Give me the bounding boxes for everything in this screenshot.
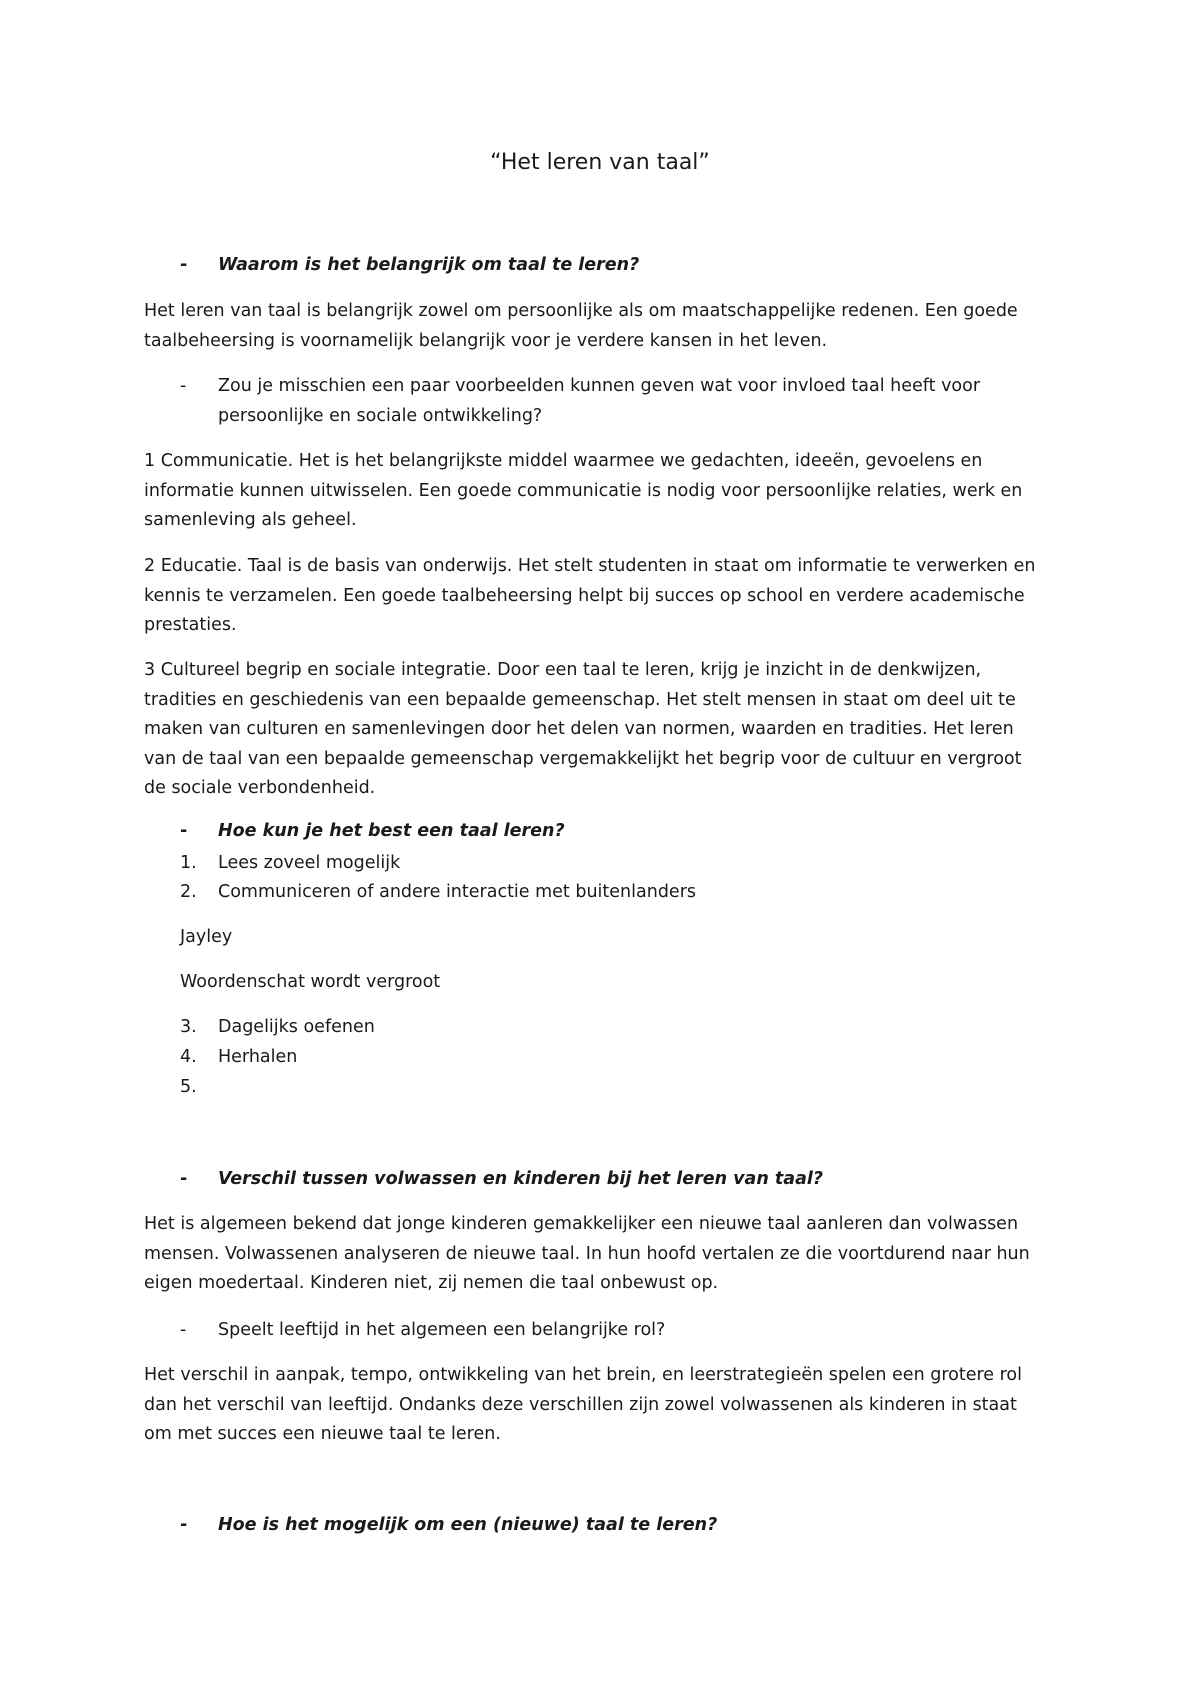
list-number: 5. xyxy=(180,1077,197,1097)
paragraph-communicatie xyxy=(144,447,1064,536)
list-item-text: Dagelijks oefenen xyxy=(218,1017,375,1037)
paragraph-line: mensen. Volwassenen analyseren de nieuwe taal. In hun hoofd vertalen ze die voortdurend naar hun xyxy=(144,1243,1030,1264)
paragraph-line: 2 Educatie. Taal is de basis van onderwijs. Het stelt studenten in staat om informatie te verwerken en xyxy=(144,556,1036,576)
paragraph-line: de sociale verbondenheid. xyxy=(144,778,376,798)
paragraph-line: eigen moedertaal. Kinderen niet, zij nemen die taal onbewust op. xyxy=(144,1273,719,1293)
sub-question-line: Speelt leeftijd in het algemeen een belangrijke rol? xyxy=(218,1320,666,1340)
paragraph-line: tradities en geschiedenis van een bepaalde gemeenschap. Het stelt mensen in staat om deel uit te xyxy=(144,689,1016,710)
list-number: 2. xyxy=(180,882,197,902)
paragraph-line: maken van culturen en samenlevingen door het delen van normen, waarden en tradities. Het leren xyxy=(144,719,1014,739)
note-name: Jayley xyxy=(180,927,233,947)
paragraph-line: 1 Communicatie. Het is het belangrijkste middel waarmee we gedachten, ideeën, gevoelens en xyxy=(144,451,983,471)
note-text: Woordenschat wordt vergroot xyxy=(180,972,441,992)
paragraph-intro xyxy=(144,297,1064,356)
bullet-dash: - xyxy=(180,1169,188,1189)
list-number: 4. xyxy=(180,1047,197,1067)
list-item-text: Lees zoveel mogelijk xyxy=(218,853,401,873)
paragraph-line: taalbeheersing is voornamelijk belangrijk voor je verdere kansen in het leven. xyxy=(144,330,828,351)
paragraph-line: om met succes een nieuwe taal te leren. xyxy=(144,1424,501,1444)
paragraph-line: prestaties. xyxy=(144,615,237,635)
sub-question-line: Zou je misschien een paar voorbeelden kunnen geven wat voor invloed taal heeft voor xyxy=(218,376,981,396)
paragraph-line: samenleving als geheel. xyxy=(144,510,357,530)
paragraph-line: informatie kunnen uitwisselen. Een goede communicatie is nodig voor persoonlijke relaties, werk en xyxy=(144,480,1023,501)
list-number: 3. xyxy=(180,1017,197,1037)
paragraph-leeftijd xyxy=(144,1361,1064,1450)
paragraph-line: dan het verschil van leeftijd. Ondanks deze verschillen zijn zowel volwassenen als kinderen in staat xyxy=(144,1394,1017,1415)
bullet-dash: - xyxy=(180,821,188,841)
paragraph-line: kennis te verzamelen. Een goede taalbeheersing helpt bij succes op school en verdere academische xyxy=(144,585,1025,606)
sub-question-line: persoonlijke en sociale ontwikkeling? xyxy=(218,405,543,426)
paragraph-cultureel xyxy=(144,656,1064,804)
document-title: “Het leren van taal” xyxy=(490,150,710,175)
sub-question-age xyxy=(180,1316,1040,1346)
paragraph-line: Het is algemeen bekend dat jonge kinderen gemakkelijker een nieuwe taal aanleren dan volwassen xyxy=(144,1214,1019,1234)
bullet-dash: - xyxy=(180,376,187,396)
list-item-text: Herhalen xyxy=(218,1047,298,1067)
heading-text: Hoe kun je het best een taal leren? xyxy=(218,821,565,841)
sub-question-influence xyxy=(180,372,1040,431)
heading-text: Verschil tussen volwassen en kinderen bij het leren van taal? xyxy=(218,1169,824,1189)
paragraph-line: van de taal van een bepaalde gemeenschap vergemakkelijkt het begrip voor de cultuur en vergroot xyxy=(144,748,1022,769)
paragraph-line: Het leren van taal is belangrijk zowel om persoonlijke als om maatschappelijke redenen. Een goede xyxy=(144,301,1018,321)
bullet-dash: - xyxy=(180,1515,188,1535)
paragraph-line: 3 Cultureel begrip en sociale integratie. Door een taal te leren, krijg je inzicht in de denkwijzen, xyxy=(144,660,982,680)
paragraph-line: Het verschil in aanpak, tempo, ontwikkeling van het brein, en leerstrategieën spelen een grotere rol xyxy=(144,1365,1022,1385)
bullet-dash: - xyxy=(180,1320,187,1340)
heading-text: Waarom is het belangrijk om taal te leren? xyxy=(218,255,640,275)
list-number: 1. xyxy=(180,853,197,873)
list-item-text: Communiceren of andere interactie met buitenlanders xyxy=(218,882,697,902)
heading-text: Hoe is het mogelijk om een (nieuwe) taal te leren? xyxy=(218,1515,718,1535)
paragraph-educatie xyxy=(144,552,1064,641)
paragraph-verschil xyxy=(144,1210,1064,1299)
bullet-dash: - xyxy=(180,255,188,275)
